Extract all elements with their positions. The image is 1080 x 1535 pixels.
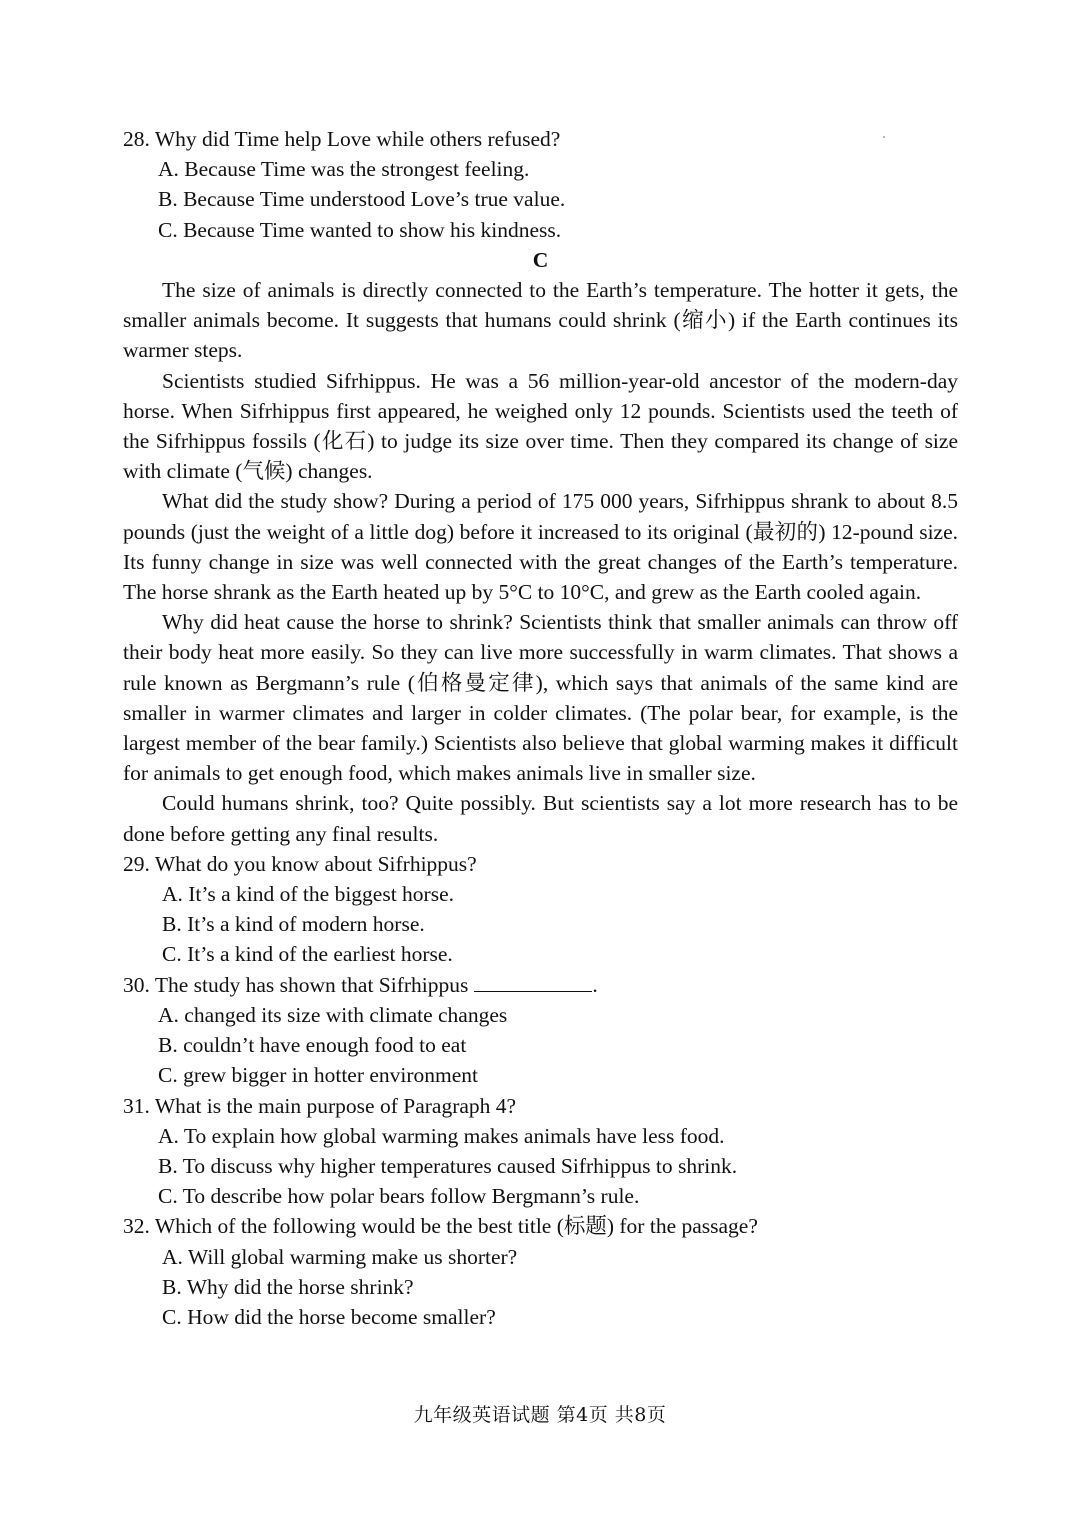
passage: [123, 275, 958, 849]
page-content: [123, 124, 958, 1332]
option-a: A. changed its size with climate changes: [158, 1002, 508, 1027]
section-title: C: [532, 247, 549, 272]
option-c: C. Because Time wanted to show his kindness.: [158, 217, 562, 242]
option-b: B. It’s a kind of modern horse.: [162, 912, 425, 937]
question-30: [123, 970, 958, 1091]
question-stem-text: 30. The study has shown that Sifrhippus: [123, 972, 469, 997]
option-c: C. To describe how polar bears follow Bergmann’s rule.: [158, 1184, 640, 1209]
answer-blank: [474, 973, 592, 992]
option-a: A. It’s a kind of the biggest horse.: [162, 882, 454, 907]
passage-paragraph-5: Could humans shrink, too? Quite possibly. But scientists say a lot more research has to be done before getting any final results.: [123, 791, 958, 846]
option-c: C. How did the horse become smaller?: [162, 1304, 496, 1329]
question-stem: [123, 970, 958, 1000]
question-29: [123, 849, 958, 970]
question-stem: 28. Why did Time help Love while others refused?: [123, 127, 561, 151]
option-c: C. grew bigger in hotter environment: [158, 1063, 479, 1088]
question-stem: 31. What is the main purpose of Paragraph 4?: [123, 1093, 517, 1118]
option-b: B. Because Time understood Love’s true value.: [158, 187, 566, 212]
passage-paragraph-4: Why did heat cause the horse to shrink? Scientists think that smaller animals can throw off their body heat more easily. So they can live more successfully in warm climates. That shows a rule known as Bergmann’s rule (伯格曼定律), which says that animals of the same kind are smaller in warmer climates and larger in colder climates. (The polar bear, for example, is the largest member of the bear family.) Scientists also believe that global warming makes it difficult for animals to get enough food, which makes animals live in smaller size.: [123, 610, 958, 786]
page-footer: 九年级英语试题 第4页 共8页: [413, 1404, 667, 1426]
option-a: A. To explain how global warming makes animals have less food.: [158, 1123, 725, 1148]
question-31: [123, 1091, 958, 1212]
passage-paragraph-3: What did the study show? During a period of 175 000 years, Sifrhippus shrank to about 8.5 pounds (just the weight of a little dog) before it increased to its original (最初的) 12-pound size. Its funny change in size was well connected with the great changes of the Earth’s temperature. The horse shrank as the Earth heated up by 5°C to 10°C, and grew as the Earth cooled again.: [123, 489, 958, 605]
option-b: B. To discuss why higher temperatures caused Sifrhippus to shrink.: [158, 1153, 738, 1178]
option-b: B. couldn’t have enough food to eat: [158, 1033, 467, 1058]
option-a: A. Because Time was the strongest feeling.: [158, 157, 530, 182]
option-a: A. Will global warming make us shorter?: [162, 1244, 518, 1269]
passage-paragraph-2: Scientists studied Sifrhippus. He was a 56 million-year-old ancestor of the modern-day horse. When Sifrhippus first appeared, he weighed only 12 pounds. Scientists used the teeth of the Sifrhippus fossils (化石) to judge its size over time. Then they compared its change of size with climate (气候) changes.: [123, 368, 958, 484]
passage-paragraph-1: The size of animals is directly connected to the Earth’s temperature. The hotter it gets, the smaller animals become. It suggests that humans could shrink (缩小) if the Earth continues its warmer steps.: [123, 278, 958, 363]
question-32: [123, 1211, 958, 1332]
question-28: [123, 124, 958, 245]
option-c: C. It’s a kind of the earliest horse.: [162, 942, 453, 967]
question-stem: 29. What do you know about Sifrhippus?: [123, 851, 477, 876]
question-stem-end: .: [592, 972, 598, 997]
option-b: B. Why did the horse shrink?: [162, 1274, 414, 1299]
question-stem: 32. Which of the following would be the best title (标题) for the passage?: [123, 1214, 758, 1239]
